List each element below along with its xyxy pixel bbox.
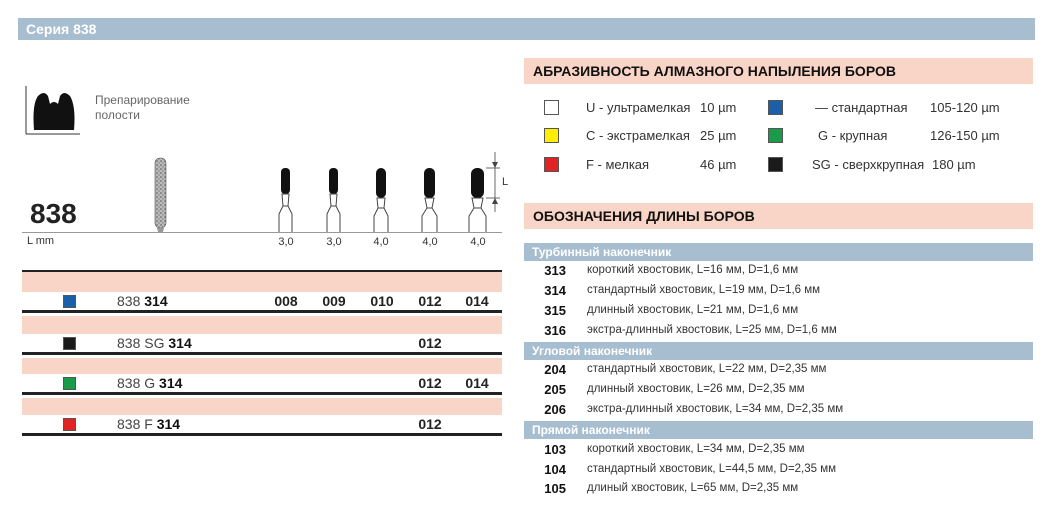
bur-length-2: 3,0 [326,236,342,248]
product-code: 838 314 [117,293,168,309]
bur-length-5: 4,0 [470,236,486,248]
size-cell: 009 [322,293,346,309]
abrasiveness-title: АБРАЗИВНОСТЬ АЛМАЗНОГО НАПЫЛЕНИЯ БОРОВ [524,58,1033,84]
grit-color-square [63,377,76,390]
length-code: 206 [544,402,566,417]
bur-length-3: 4,0 [373,236,389,248]
length-unit-label: L mm [27,235,55,247]
grit-color-square [63,295,76,308]
length-desc: длиный хвостовик, L=65 мм, D=2,35 мм [587,482,799,494]
group-header-straight: Прямой наконечник [524,421,1033,439]
size-cell: 012 [418,293,442,309]
small-bur-4 [422,168,437,232]
product-code: 838 SG 314 [117,335,192,351]
size-cell: 012 [418,335,442,351]
grit-name: U - ультрамелкая [586,100,691,115]
grit-value: 10 µm [700,100,737,115]
grit-name: G - крупная [818,128,888,143]
table-row[interactable] [22,374,502,395]
length-code: 103 [544,442,566,457]
length-code: 205 [544,382,566,397]
grit-square-standard [768,100,783,115]
table-row[interactable] [22,415,502,436]
grit-name: C - экстрамелкая [586,128,690,143]
size-cell: 014 [465,375,489,391]
length-desc: стандартный хвостовик, L=22 мм, D=2,35 мм [587,363,827,375]
size-cell: 010 [370,293,394,309]
bur-length-4: 4,0 [422,236,438,248]
grit-value: 25 µm [700,128,737,143]
grit-value: 180 µm [932,157,976,172]
table-band [22,316,502,334]
table-band [22,272,502,292]
table-row[interactable] [22,334,502,355]
length-code: 104 [544,462,566,477]
length-desc: длинный хвостовик, L=26 мм, D=2,35 мм [587,383,805,395]
small-bur-3 [374,168,388,232]
procedure-label: Препарирование полости [95,93,190,122]
grit-value: 46 µm [700,157,737,172]
size-cell: 014 [465,293,489,309]
grit-square-f [544,157,559,172]
length-desc: экстра-длинный хвостовик, L=25 мм, D=1,6 мм [587,324,837,336]
grit-color-square [63,418,76,431]
small-bur-1 [279,168,292,232]
length-desc: короткий хвостовик, L=16 мм, D=1,6 мм [587,264,799,276]
product-code: 838 G 314 [117,375,183,391]
length-code: 313 [544,263,566,278]
grit-name: F - мелкая [586,157,650,172]
size-cell: 012 [418,416,442,432]
group-header-contra-angle: Угловой наконечник [524,342,1033,360]
size-cell: 008 [274,293,298,309]
table-row[interactable] [22,292,502,313]
grit-name: SG - сверхкрупная [812,157,925,172]
grit-square-sg [768,157,783,172]
length-desc: экстра-длинный хвостовик, L=34 мм, D=2,35 мм [587,403,844,415]
length-code: 314 [544,283,566,298]
series-title: Серия 838 [18,18,1035,40]
length-code: 315 [544,303,566,318]
size-cell: 012 [418,375,442,391]
small-bur-5 [469,168,486,232]
grit-square-c [544,128,559,143]
length-desc: длинный хвостовик, L=21 мм, D=1,6 мм [587,304,799,316]
grit-color-square [63,337,76,350]
grit-square-g [768,128,783,143]
grit-value: 126-150 µm [930,128,1000,143]
length-code: 204 [544,362,566,377]
table-band [22,398,502,415]
length-code: 316 [544,323,566,338]
length-desc: стандартный хвостовик, L=19 мм, D=1,6 мм [587,284,821,296]
large-bur-illustration [155,158,166,232]
small-bur-2 [327,168,340,232]
length-dimension-marker [486,152,500,212]
bur-length-1: 3,0 [278,236,294,248]
grit-value: 105-120 µm [930,100,1000,115]
group-header-turbine: Турбинный наконечник [524,243,1033,261]
length-desc: короткий хвостовик, L=34 мм, D=2,35 мм [587,443,805,455]
length-code: 105 [544,481,566,496]
dimension-label: L [502,176,509,188]
model-number: 838 [30,198,77,229]
grit-square-u [544,100,559,115]
length-desc: стандартный хвостовик, L=44,5 мм, D=2,35 мм [587,463,837,475]
product-code: 838 F 314 [117,416,181,432]
lengths-title: ОБОЗНАЧЕНИЯ ДЛИНЫ БОРОВ [524,203,1033,229]
table-band [22,358,502,374]
bur-illustrations [0,0,520,270]
grit-name: — стандартная [815,100,908,115]
